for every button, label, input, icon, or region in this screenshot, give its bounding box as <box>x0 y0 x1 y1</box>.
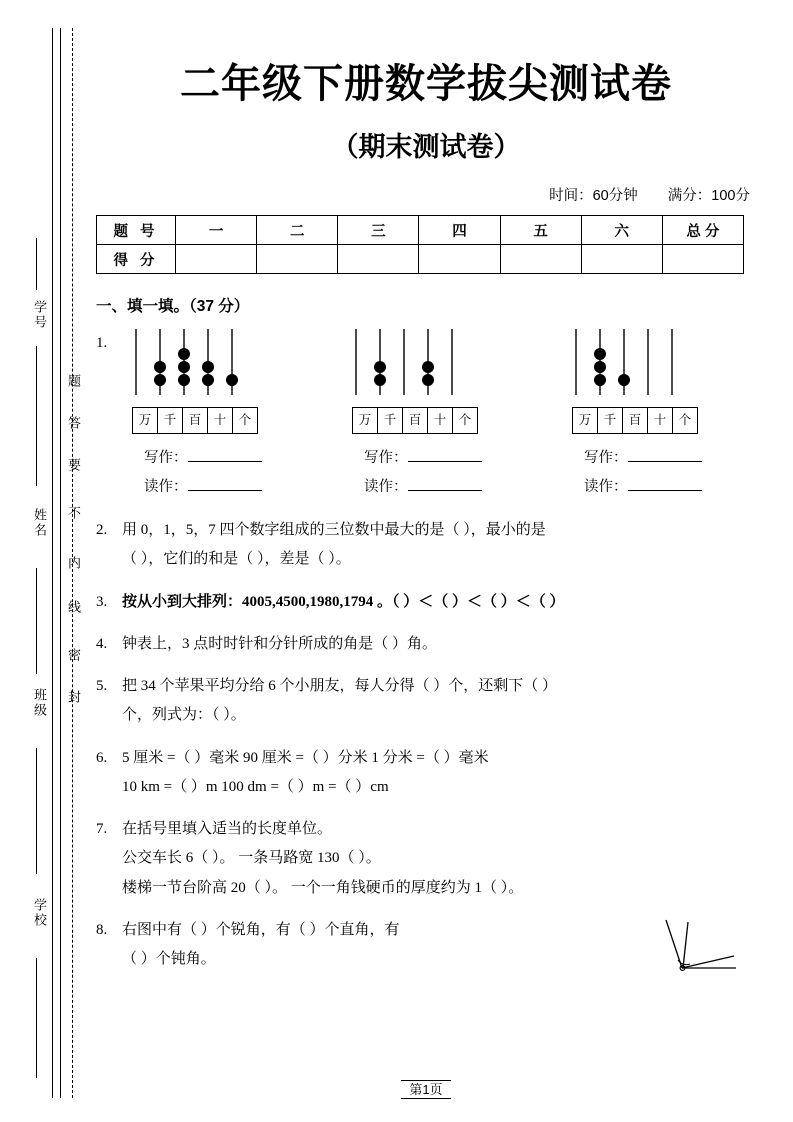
angles-figure-icon <box>654 918 738 980</box>
question-7-line-3: 楼梯一节台阶高 20（ ）。 一个一角钱硬币的厚度约为 1（ ）。 <box>122 879 524 896</box>
margin-label-xuexiao: 学校 <box>32 898 47 928</box>
score-table-col-6: 六 <box>581 216 662 245</box>
abacus-1 <box>132 329 292 434</box>
question-1-number: 1. <box>96 335 108 351</box>
abacus-1-place-labels <box>132 407 258 433</box>
margin-label-bu: 不 <box>66 506 81 521</box>
question-6-line-1: 5 厘米 =（ ）毫米 90 厘米 =（ ）分米 1 分米 =（ ）毫米 <box>122 749 489 766</box>
read-answer-2[interactable] <box>408 490 482 491</box>
margin-line-outer <box>52 28 53 1098</box>
page-number <box>96 1079 756 1098</box>
write-read-block <box>122 444 756 503</box>
write-answer-2[interactable] <box>408 461 482 462</box>
score-cell-4[interactable] <box>419 245 500 274</box>
exam-page <box>96 0 756 1122</box>
abacus-icon <box>572 329 696 395</box>
read-answer-1[interactable] <box>188 490 262 491</box>
margin-write-line-3 <box>36 568 37 674</box>
margin-label-yao: 要 <box>66 458 81 473</box>
write-answer-1[interactable] <box>188 461 262 462</box>
score-cell-total[interactable] <box>662 245 743 274</box>
time-limit-label: 时间：60分钟 <box>549 188 638 204</box>
question-7 <box>96 815 756 903</box>
margin-label-nei: 内 <box>66 556 81 571</box>
place-label-wan: 万 <box>133 408 158 432</box>
write-answer-3[interactable] <box>628 461 702 462</box>
question-2-line-1: 用 0，1，5，7 四个数字组成的三位数中最大的是（ ），最小的是 <box>122 522 546 539</box>
place-label-ge: 个 <box>458 413 472 428</box>
margin-write-line-4 <box>36 748 37 874</box>
margin-label-feng: 封 <box>66 690 81 705</box>
score-table-col-1: 一 <box>176 216 257 245</box>
question-8-line-1: 右图中有（ ）个锐角，有（ ）个直角，有 <box>122 921 400 938</box>
page-title: 二年级下册数学拔尖测试卷 <box>180 61 672 107</box>
score-table-label-tihao: 题 号 <box>97 216 176 245</box>
question-4-line-1: 钟表上，3 点时时针和分针所成的角是（ ）角。 <box>122 635 438 652</box>
place-label-ge: 个 <box>678 413 692 428</box>
score-cell-2[interactable] <box>257 245 338 274</box>
place-label-wan: 万 <box>353 408 378 432</box>
score-cell-6[interactable] <box>581 245 662 274</box>
question-3-line-1: 按从小到大排列：4005,4500,1980,1794 。（ ）＜（ ）＜（ ）＜（ ） <box>122 593 565 610</box>
abacus-3-place-labels <box>572 407 698 433</box>
margin-rules <box>32 28 81 1098</box>
margin-label-xingming: 姓名 <box>32 508 47 538</box>
place-label-shi: 十 <box>428 408 453 432</box>
question-7-line-2: 公交车长 6（ ）。 一条马路宽 130（ ）。 <box>122 850 381 867</box>
question-3 <box>96 588 756 617</box>
exam-meta <box>96 184 756 205</box>
margin-write-line-5 <box>36 958 37 1078</box>
score-table-col-2: 二 <box>257 216 338 245</box>
section-heading-1: 一、填一填。（37 分） <box>96 298 250 315</box>
question-2-line-2: （ ），它们的和是（ ），差是（ ）。 <box>122 551 351 568</box>
score-cell-5[interactable] <box>500 245 581 274</box>
read-label-3: 读作： <box>584 479 628 496</box>
place-label-bai: 百 <box>403 408 428 432</box>
score-table-label-defen: 得 分 <box>97 245 176 274</box>
question-6-line-2: 10 km =（ ）m 100 dm =（ ）m =（ ）cm <box>122 778 389 795</box>
abacus-2 <box>352 329 512 434</box>
question-6-number: 6. <box>96 749 108 766</box>
question-4-number: 4. <box>96 635 108 652</box>
place-label-shi: 十 <box>648 408 673 432</box>
question-8-line-2: （ ）个钝角。 <box>122 951 216 968</box>
question-2 <box>96 516 756 575</box>
score-cell-3[interactable] <box>338 245 419 274</box>
question-2-number: 2. <box>96 522 108 539</box>
page-number-text: 第1页 <box>401 1080 450 1099</box>
place-label-qian: 千 <box>158 408 183 432</box>
abacus-3 <box>572 329 732 434</box>
table-row-score <box>97 245 744 274</box>
question-5 <box>96 672 756 731</box>
margin-label-mi: 密 <box>66 648 81 663</box>
write-label-1: 写作： <box>144 449 188 466</box>
abacus-icon <box>132 329 256 395</box>
read-answer-3[interactable] <box>628 490 702 491</box>
place-label-bai: 百 <box>183 408 208 432</box>
margin-label-ti: 题 <box>66 374 81 389</box>
margin-line-inner <box>60 28 61 1098</box>
question-5-line-2: 个，列式为：（ ）。 <box>122 707 246 724</box>
page-subtitle: （期末测试卷） <box>331 132 521 162</box>
read-label-2: 读作： <box>364 479 408 496</box>
question-8-number: 8. <box>96 921 108 938</box>
question-6 <box>96 744 756 803</box>
write-label-3: 写作： <box>584 449 628 466</box>
question-5-number: 5. <box>96 678 108 695</box>
read-label-1: 读作： <box>144 479 188 496</box>
score-table-col-3: 三 <box>338 216 419 245</box>
score-table <box>96 215 744 274</box>
write-label-2: 写作： <box>364 449 408 466</box>
place-label-ge: 个 <box>238 413 252 428</box>
margin-label-xuehao: 学号 <box>32 300 47 330</box>
score-table-col-total: 总 分 <box>662 216 743 245</box>
margin-label-da: 答 <box>66 416 81 431</box>
margin-label-banji: 班级 <box>32 688 47 718</box>
place-label-qian: 千 <box>378 408 403 432</box>
question-5-line-1: 把 34 个苹果平均分给 6 个小朋友，每人分得（ ）个，还剩下（ ） <box>122 678 558 695</box>
question-7-line-1: 在括号里填入适当的长度单位。 <box>122 821 333 838</box>
place-label-shi: 十 <box>208 408 233 432</box>
place-label-wan: 万 <box>573 408 598 432</box>
margin-label-xian: 线 <box>66 600 81 615</box>
question-3-number: 3. <box>96 593 108 610</box>
abacus-2-place-labels <box>352 407 478 433</box>
margin-write-line-1 <box>36 238 37 290</box>
question-7-number: 7. <box>96 821 108 838</box>
place-label-qian: 千 <box>598 408 623 432</box>
question-1 <box>96 329 756 503</box>
total-score-label: 满分：100分 <box>667 188 750 204</box>
place-label-bai: 百 <box>623 408 648 432</box>
score-table-col-4: 四 <box>419 216 500 245</box>
table-row-header <box>97 216 744 245</box>
score-table-col-5: 五 <box>500 216 581 245</box>
abacus-group <box>122 329 756 434</box>
question-4 <box>96 630 756 659</box>
abacus-icon <box>352 329 476 395</box>
question-8 <box>96 916 756 975</box>
score-cell-1[interactable] <box>176 245 257 274</box>
margin-write-line-2 <box>36 346 37 486</box>
